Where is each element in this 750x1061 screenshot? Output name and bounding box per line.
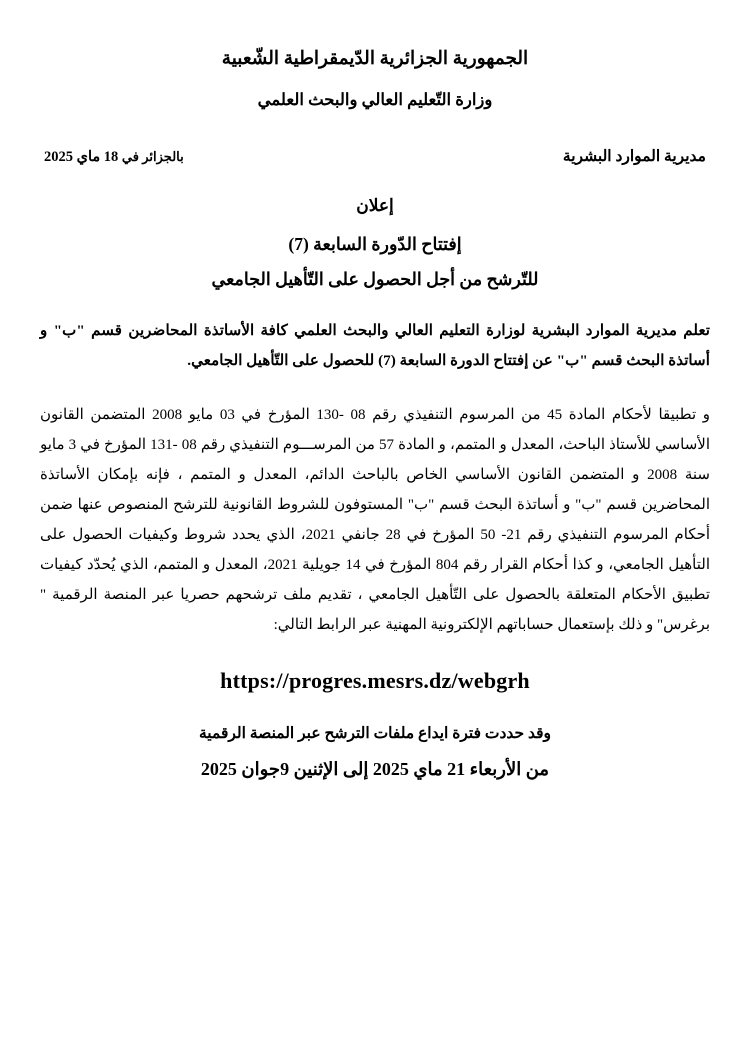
paragraph-two: و تطبيقا لأحكام المادة 45 من المرسوم التنفيذي رقم 08 -130 المؤرخ في 03 مايو 2008 المتضمن القانون الأساسي للأستاذ الباحث، المعدل و المتمم، و المادة 57 من المرســـوم التنفيذي رقم 08 -131 المؤرخ في 3 مايو سنة 2008 و المتضمن القانون الأساسي الخاص بالباحث الدائم، المعدل و المتمم ، فإنه بإمكان الأساتذة المحاضرين قسم "ب" و أساتذة البحث قسم "ب" المستوفون للشروط القانونية للترشح المنصوص عنها ضمن أحكام المرسوم التنفيذي رقم 21- 50 المؤرخ في 28 جانفي 2021، الذي يحدد شروط وكيفيات الحصول على التأهيل الجامعي، و كذا أحكام القرار رقم 804 المؤرخ في 14 جويلية 2021، المعدل و المتمم، الذي يُحدّد كيفيات تطبيق الأحكام المتعلقة بالحصول على التّأهيل الجامعي ، تقديم ملف ترشحهم حصريا عبر المنصة الرقمية " برغرس" و ذلك بإستعمال حساباتهم الإلكترونية المهنية عبر الرابط التالي: xyxy=(40,407,711,634)
portal-link[interactable]: https://progres.mesrs.dz/webgrh xyxy=(220,668,530,694)
paragraph-one: تعلم مديرية الموارد البشرية لوزارة التعليم العالي والبحث العلمي كافة الأساتذة المحاضرين قسم "ب" و أساتذة البحث قسم "ب" عن إفتتاح الدورة السابعة (7) للحصول على التّأهيل الجامعي. xyxy=(40,321,710,369)
announcement-title-block xyxy=(40,196,710,290)
announcement-label: إعلان xyxy=(356,195,394,215)
closing-text: وقد حددت فترة ايداع ملفات الترشح عبر المنصة الرقمية xyxy=(199,725,551,743)
date-label: 18 ماي 2025 xyxy=(44,148,119,165)
ministry-heading: وزارة التّعليم العالي والبحث العلمي xyxy=(257,89,493,109)
directorate-label: مديرية الموارد البشرية xyxy=(562,147,706,165)
subject-title: للتّرشح من أجل الحصول على التّأهيل الجامعي xyxy=(211,268,539,289)
republic-heading: الجمهورية الجزائرية الدّيمقراطية الشّعبية xyxy=(221,49,529,69)
meta-row xyxy=(40,147,710,166)
session-title: إفتتاح الدّورة السابعة (7) xyxy=(288,233,462,254)
place-label: بالجزائر في xyxy=(121,148,184,164)
submission-period: من الأربعاء 21 ماي 2025 إلى الإثنين 9جوان 2025 xyxy=(200,759,550,780)
place-date-label xyxy=(44,149,184,166)
